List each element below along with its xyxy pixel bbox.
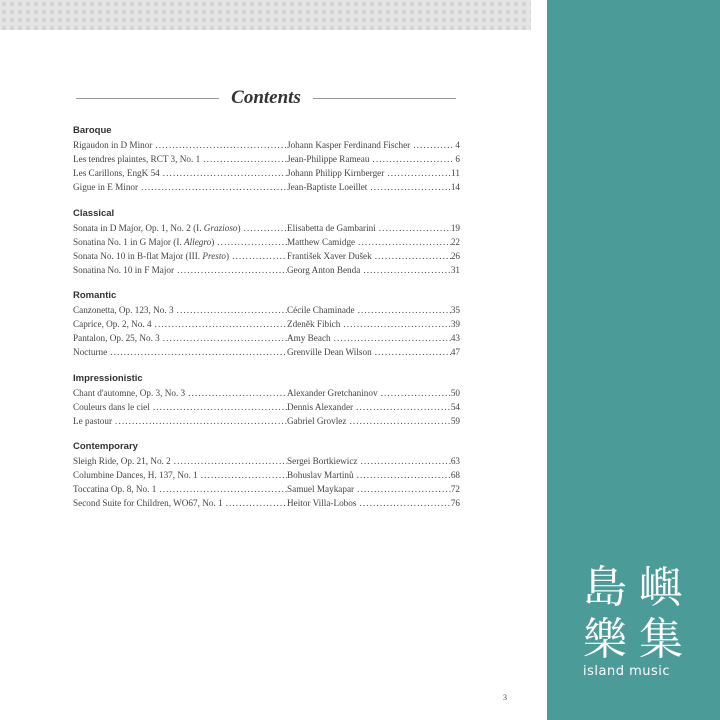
section-heading: Classical: [73, 207, 115, 219]
toc-entry[interactable]: [73, 414, 460, 428]
dot-leader: [185, 386, 287, 400]
dot-leader: [346, 414, 450, 428]
piece-title: Nocturne: [73, 347, 108, 357]
piece-title: Columbine Dances, H. 137, No. 1: [73, 470, 198, 480]
section-heading: Baroque: [73, 125, 112, 136]
page-ref: 72: [450, 484, 460, 494]
dot-leader: [384, 166, 451, 180]
decorative-pattern-band: [0, 0, 531, 30]
dot-leader: [353, 400, 451, 414]
composer: Georg Anton Benda: [287, 264, 361, 275]
piece-title: Le pastour: [73, 415, 113, 426]
toc-section: [73, 371, 460, 428]
logo-english: island music: [583, 664, 671, 679]
piece-title: Canzonetta, Op. 123, No. 3: [73, 305, 174, 315]
dot-leader: [229, 249, 287, 263]
dot-leader: [340, 317, 450, 331]
composer: Grenville Dean Wilson: [287, 347, 372, 357]
page-ref: 6: [455, 154, 460, 164]
composer: Johann Kasper Ferdinand Fischer: [287, 140, 411, 150]
composer: Samuel Maykapar: [287, 484, 355, 494]
dot-leader: [360, 263, 450, 277]
dot-leader: [378, 386, 451, 400]
dot-leader: [112, 414, 287, 428]
table-of-contents: [73, 123, 460, 522]
piece-title: Second Suite for Children, WO67, No. 1: [73, 498, 223, 508]
composer: František Xaver Dušek: [287, 250, 372, 261]
page-title: Contents: [231, 87, 301, 108]
page-ref: 50: [450, 387, 460, 398]
composer: Jean-Philippe Rameau: [287, 154, 370, 164]
toc-section: [73, 288, 460, 359]
dot-leader: [198, 468, 287, 482]
toc-section: [73, 439, 460, 510]
piece-title: Chant d'automne, Op. 3, No. 3: [73, 387, 186, 398]
toc-entry[interactable]: [73, 386, 460, 400]
piece-title: Les tendres plaintes, RCT 3, No. 1: [73, 154, 201, 164]
toc-entry[interactable]: [73, 482, 460, 496]
piece-title: Caprice, Op. 2, No. 4: [73, 319, 152, 329]
section-heading: Impressionistic: [73, 372, 143, 384]
toc-entry[interactable]: [73, 468, 460, 482]
dot-leader: [160, 166, 287, 180]
toc-entry[interactable]: [73, 496, 460, 510]
page-ref: 68: [450, 470, 460, 480]
dot-leader: [171, 454, 287, 468]
dot-leader: [107, 345, 287, 359]
toc-entry[interactable]: [73, 400, 460, 414]
composer: Heitor Villa-Lobos: [287, 498, 357, 508]
logo-line1: 島嶼: [583, 562, 695, 613]
dot-leader: [355, 303, 451, 317]
dot-leader: [241, 221, 287, 235]
dot-leader: [150, 400, 287, 414]
piece-title: Rigaudon in D Minor: [73, 140, 153, 150]
page-ref: 43: [450, 333, 460, 343]
dot-leader: [160, 331, 287, 345]
dot-leader: [372, 345, 451, 359]
toc-entry[interactable]: [73, 235, 460, 249]
dot-leader: [354, 468, 451, 482]
toc-entry[interactable]: [73, 166, 460, 180]
page-ref: 14: [450, 182, 460, 192]
dot-leader: [355, 235, 451, 249]
toc-entry[interactable]: [73, 303, 460, 317]
dot-leader: [356, 496, 450, 510]
composer: Matthew Camidge: [287, 236, 356, 247]
page-ref: 19: [450, 222, 460, 233]
piece-title: Gigue in E Minor: [73, 182, 139, 192]
composer: Amy Beach: [287, 333, 331, 343]
piece-title: Sonatina No. 10 in F Major: [73, 264, 175, 275]
page-ref: 22: [450, 236, 460, 247]
piece-title: Sonatina No. 1 in G Major (I. Allegro): [73, 236, 215, 247]
page-ref: 35: [450, 305, 460, 315]
dot-leader: [200, 152, 287, 166]
page-ref: 47: [450, 347, 460, 357]
dot-leader: [358, 454, 451, 468]
piece-title: Sleigh Ride, Op. 21, No. 2: [73, 456, 171, 466]
piece-title: Couleurs dans le ciel: [73, 401, 150, 412]
toc-entry[interactable]: [73, 138, 460, 152]
dot-leader: [138, 180, 287, 194]
dot-leader: [369, 152, 452, 166]
toc-entry[interactable]: [73, 263, 460, 277]
dot-leader: [372, 249, 451, 263]
toc-entry[interactable]: [73, 152, 460, 166]
dot-leader: [152, 138, 287, 152]
dot-leader: [376, 221, 451, 235]
composer: Bohuslav Martinů: [287, 470, 354, 480]
island-music-logo: [583, 562, 715, 679]
composer: Sergei Bortkiewicz: [287, 456, 358, 466]
composer: Johann Philipp Kirnberger: [287, 168, 385, 178]
page-number: 3: [503, 693, 507, 702]
dot-leader: [223, 496, 287, 510]
contents-heading: [76, 86, 456, 110]
piece-title: Toccatina Op. 8, No. 1: [73, 484, 157, 494]
dot-leader: [367, 180, 450, 194]
section-heading: Romantic: [73, 290, 117, 301]
piece-title: Sonata No. 10 in B-flat Major (III. Presto): [73, 250, 230, 261]
toc-entry[interactable]: [73, 454, 460, 468]
page-ref: 59: [450, 415, 460, 426]
dot-leader: [214, 235, 287, 249]
composer: Gabriel Grovlez: [287, 415, 347, 426]
page-ref: 4: [455, 140, 460, 150]
divider: [76, 98, 219, 99]
toc-entry[interactable]: [73, 221, 460, 235]
logo-line2: 樂集: [583, 614, 695, 665]
piece-title: Sonata in D Major, Op. 1, No. 2 (I. Grazioso): [73, 222, 241, 233]
page-ref: 26: [450, 250, 460, 261]
dot-leader: [152, 317, 287, 331]
composer: Dennis Alexander: [287, 401, 354, 412]
dot-leader: [354, 482, 451, 496]
page-ref: 31: [450, 264, 460, 275]
page-ref: 39: [450, 319, 460, 329]
toc-entry[interactable]: [73, 249, 460, 263]
composer: Alexander Gretchaninov: [287, 387, 378, 398]
toc-entry[interactable]: [73, 345, 460, 359]
page-ref: 76: [450, 498, 460, 508]
dot-leader: [156, 482, 287, 496]
toc-entry[interactable]: [73, 180, 460, 194]
composer: Zdeněk Fibich: [287, 319, 341, 329]
piece-title: Pantalon, Op. 25, No. 3: [73, 333, 160, 343]
dot-leader: [174, 303, 287, 317]
toc-entry[interactable]: [73, 331, 460, 345]
dot-leader: [410, 138, 452, 152]
dot-leader: [331, 331, 451, 345]
page-ref: 11: [451, 168, 460, 178]
composer: Elisabetta de Gambarini: [287, 222, 376, 233]
toc-section: [73, 123, 460, 194]
section-heading: Contemporary: [73, 441, 138, 452]
page-ref: 54: [450, 401, 460, 412]
page-ref: 63: [450, 456, 460, 466]
divider: [313, 98, 456, 99]
piece-title: Les Carillons, EngK 54: [73, 168, 160, 178]
dot-leader: [174, 263, 287, 277]
composer: Cécile Chaminade: [287, 305, 355, 315]
toc-entry[interactable]: [73, 317, 460, 331]
composer: Jean-Baptiste Loeillet: [287, 182, 368, 192]
toc-section: [73, 206, 460, 277]
